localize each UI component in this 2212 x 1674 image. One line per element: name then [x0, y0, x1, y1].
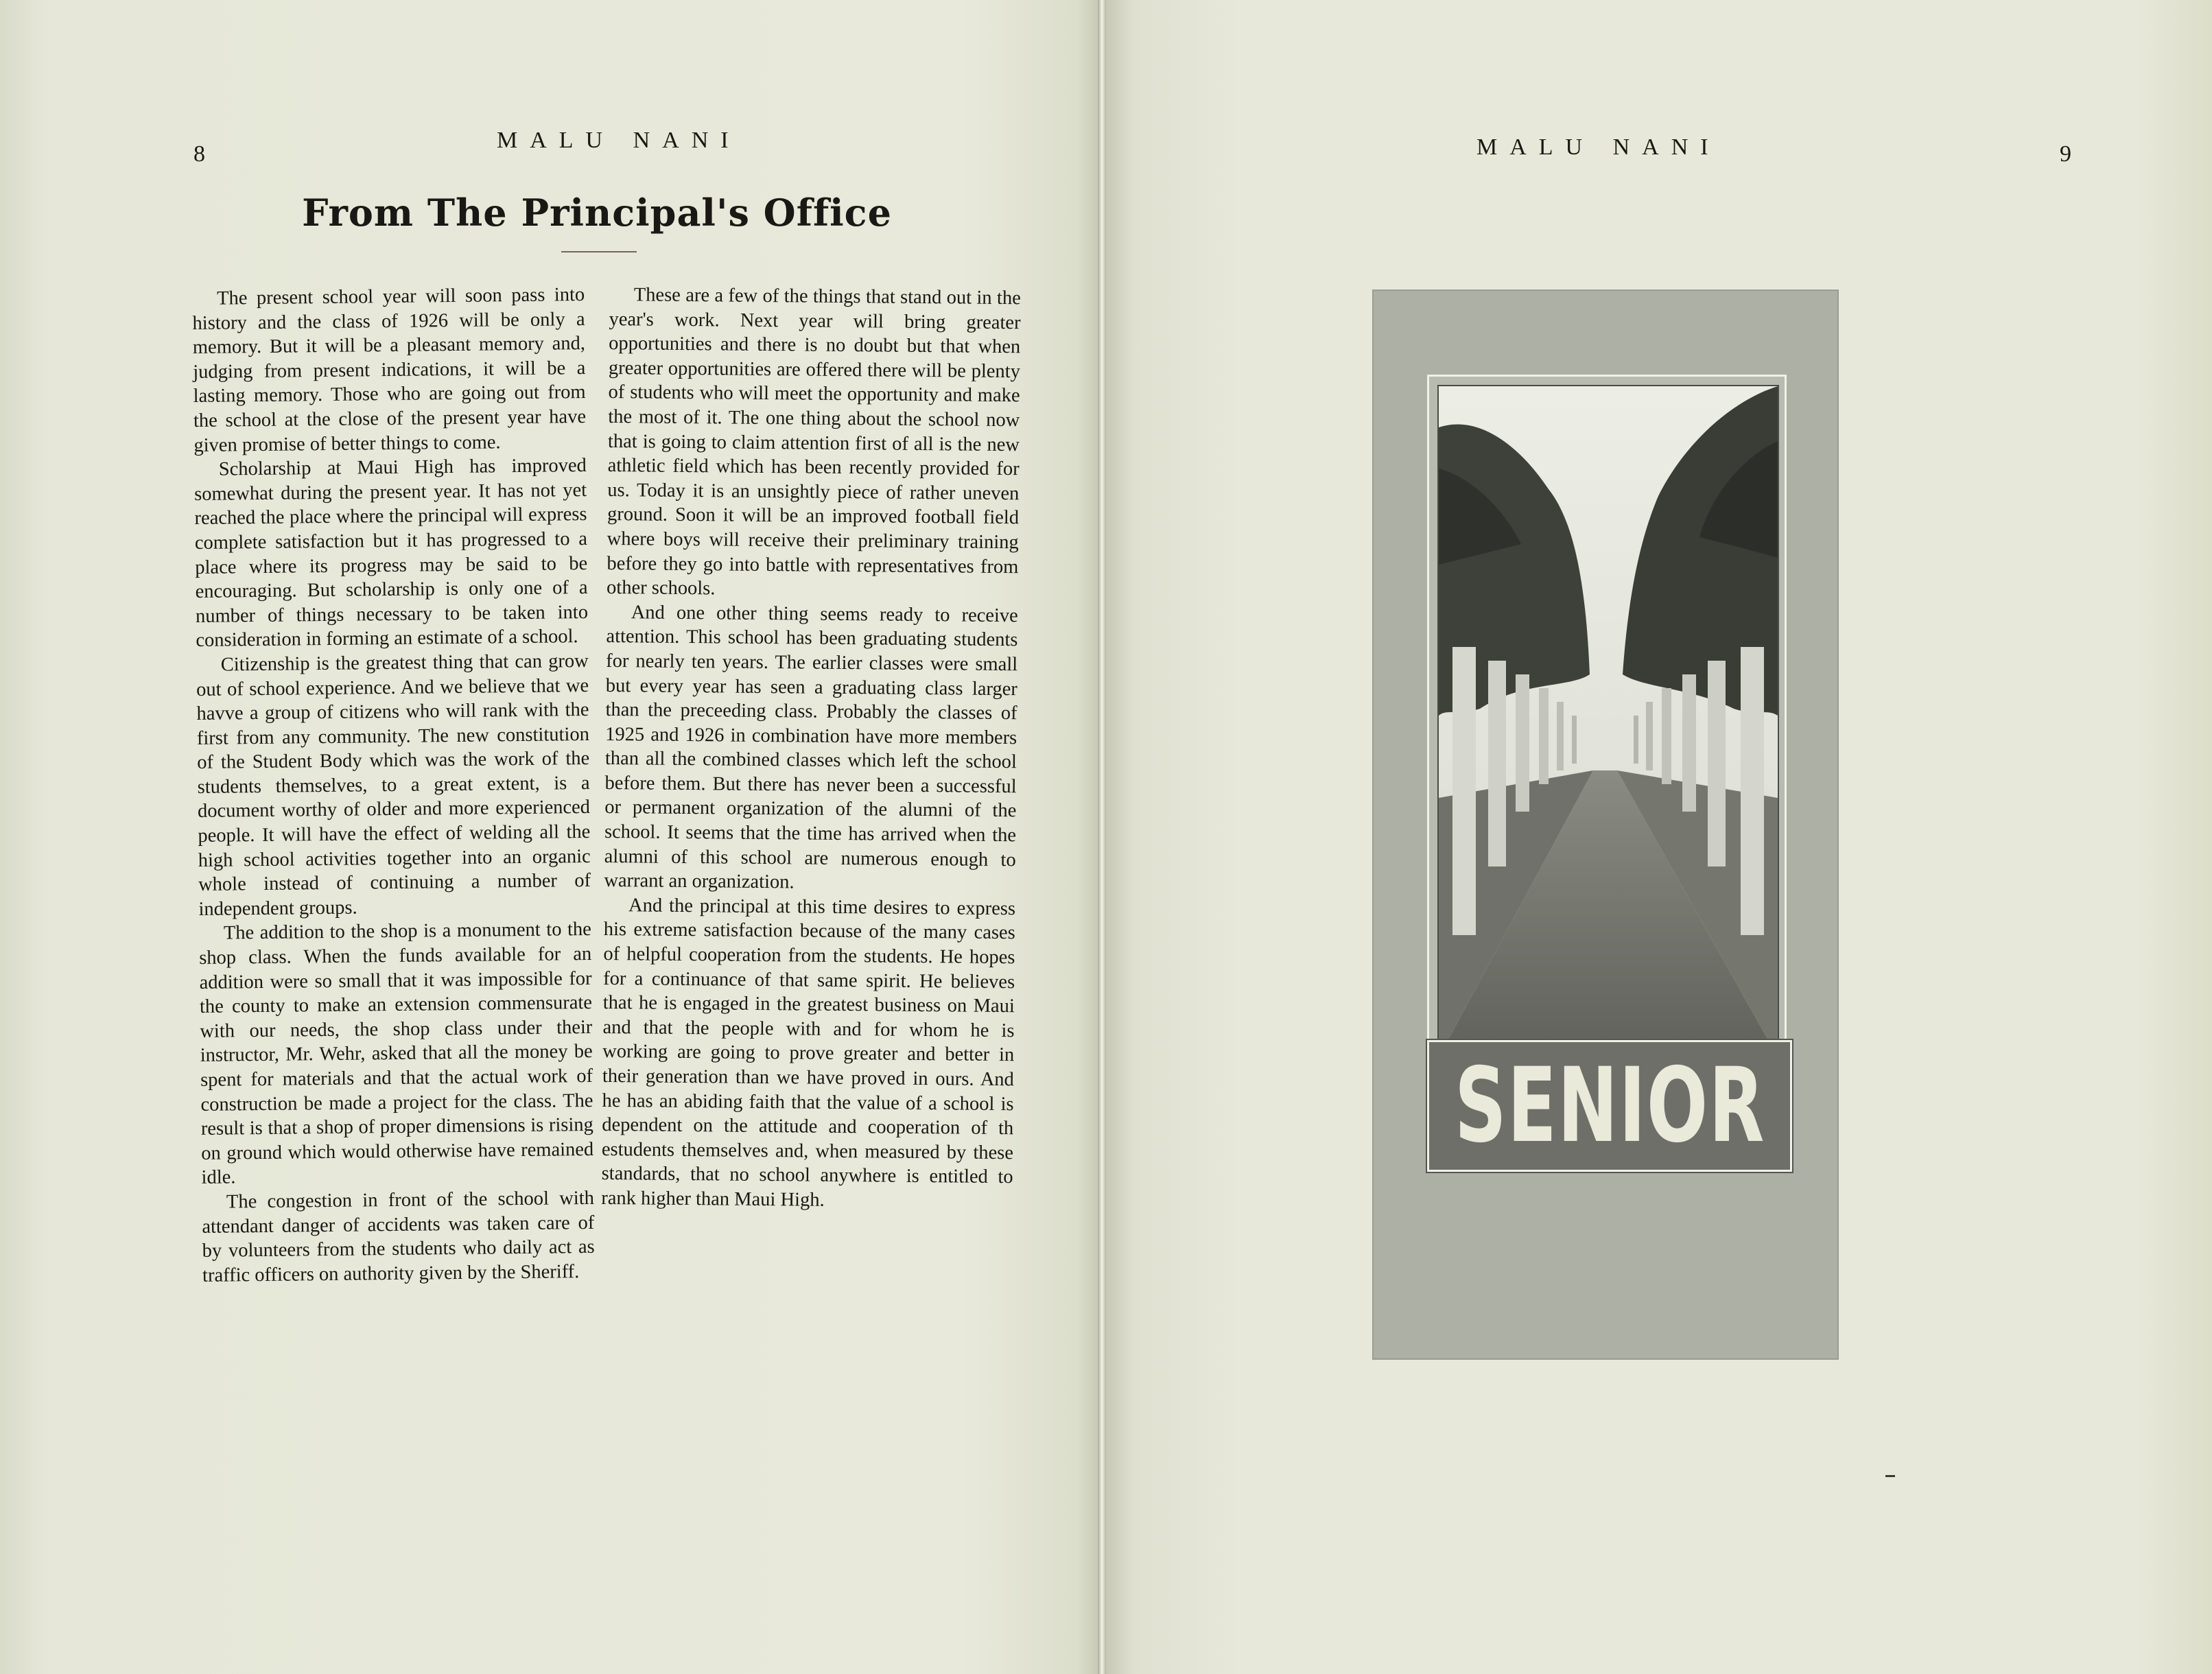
section-label: SENIOR: [1454, 1046, 1765, 1166]
photo-frame: [1427, 375, 1787, 1066]
article-title: From The Principal's Office: [302, 191, 892, 235]
paragraph: These are a few of the things that stand out in the year's work. Next year will bring greater opportunities and there is no doubt but that when greater opportunities are offered there will be plenty of students who will meet the opportunity and make the most of it. The one thing about the school now that is going to claim attention first of all is the new athletic field which has been recently provided for us. Today it is an unsightly piece of rather uneven ground. Soon it will be an improved football field where boys will receive their preliminary training before they go into battle with representatives from other schools.: [606, 284, 1021, 600]
paragraph: The addition to the shop is a monument to the shop class. When the funds available for an addition were so small that it was impossible for the county to make an extension commensurate with our needs, the shop class under their instructor, Mr. Wehr, asked that all the money be spent for materials and that the actual work of construction be made a project for the class. The result is that a shop of proper dimensions is rising on ground which would otherwise have remained idle.: [199, 919, 594, 1189]
paragraph: Citizenship is the greatest thing that can grow out of school experience. And we believe that we havve a group of citizens who will rank with the first from any community. The new constitution of the Student Body which was the work of the students themselves, to a great extent, is a document worthy of older and more experienced people. It will have the effect of welding all the high school activities together into an organic whole instead of continuing a number of independent groups.: [196, 650, 591, 920]
page-number-right: 9: [2060, 141, 2073, 167]
senior-label-panel: [1427, 1040, 1792, 1172]
paragraph: And the principal at this time desires to express his extreme satisfaction because of the many cases of helpful cooperation from the students. He hopes for a continuance of that same spirit. He believes that he is engaged in the greatest business on Maui and that the people with and for whom he is working are going to prove greater and better in their generation than we have proved in ours. And he has an abiding faith that the value of a school is dependent on the attitude and cooperation of th estudents themselves and, when measured by these standards, that no school anywhere is entitled to rank higher than Maui High.: [601, 895, 1016, 1211]
section-plate: [1372, 290, 1839, 1360]
print-speck: [1885, 1475, 1895, 1477]
page-number-left: 8: [193, 141, 207, 167]
text-column-right: [601, 283, 1021, 1214]
running-head-left: MALU NANI: [497, 128, 741, 153]
book-gutter: [1098, 0, 1106, 1674]
text-column-left: [192, 283, 595, 1288]
title-divider: [561, 251, 637, 252]
running-head-right: MALU NANI: [1476, 134, 1721, 160]
paragraph: And one other thing seems ready to receive attention. This school has been graduating students for nearly ten years. The earlier classes were small but every year has seen a graduating class larger than the preceeding class. Probably the classes of 1925 and 1926 in combination have more members than all the combined classes which left the school before them. But there has never been a successful or permanent organization of the alumni of the school. It seems that the time has arrived when the alumni of this school are numerous enough to warrant an organization.: [604, 602, 1018, 893]
paragraph: Scholarship at Maui High has improved somewhat during the present year. It has not yet reached the place where the principal will express complete satisfaction but it has progressed to a place where its progress may be said to be encouraging. But scholarship is only one of a number of things necessary to be taken into consideration in forming an estimate of a school.: [194, 455, 589, 652]
paragraph: The present school year will soon pass into history and the class of 1926 will be only a memory. But it will be a pleasant memory and, judging from present indications, it will be a lasting memory. Those who are going out from the school at the close of the present year have given promise of better things to come.: [192, 284, 587, 456]
paragraph: The congestion in front of the school with attendant danger of accidents was taken care of by volunteers from the students who daily act as traffic officers on authority given by the Sheriff.: [202, 1187, 595, 1286]
right-page: [1106, 0, 2212, 1674]
palm-avenue-photo-icon: [1437, 385, 1779, 1059]
left-page: [0, 0, 1098, 1674]
